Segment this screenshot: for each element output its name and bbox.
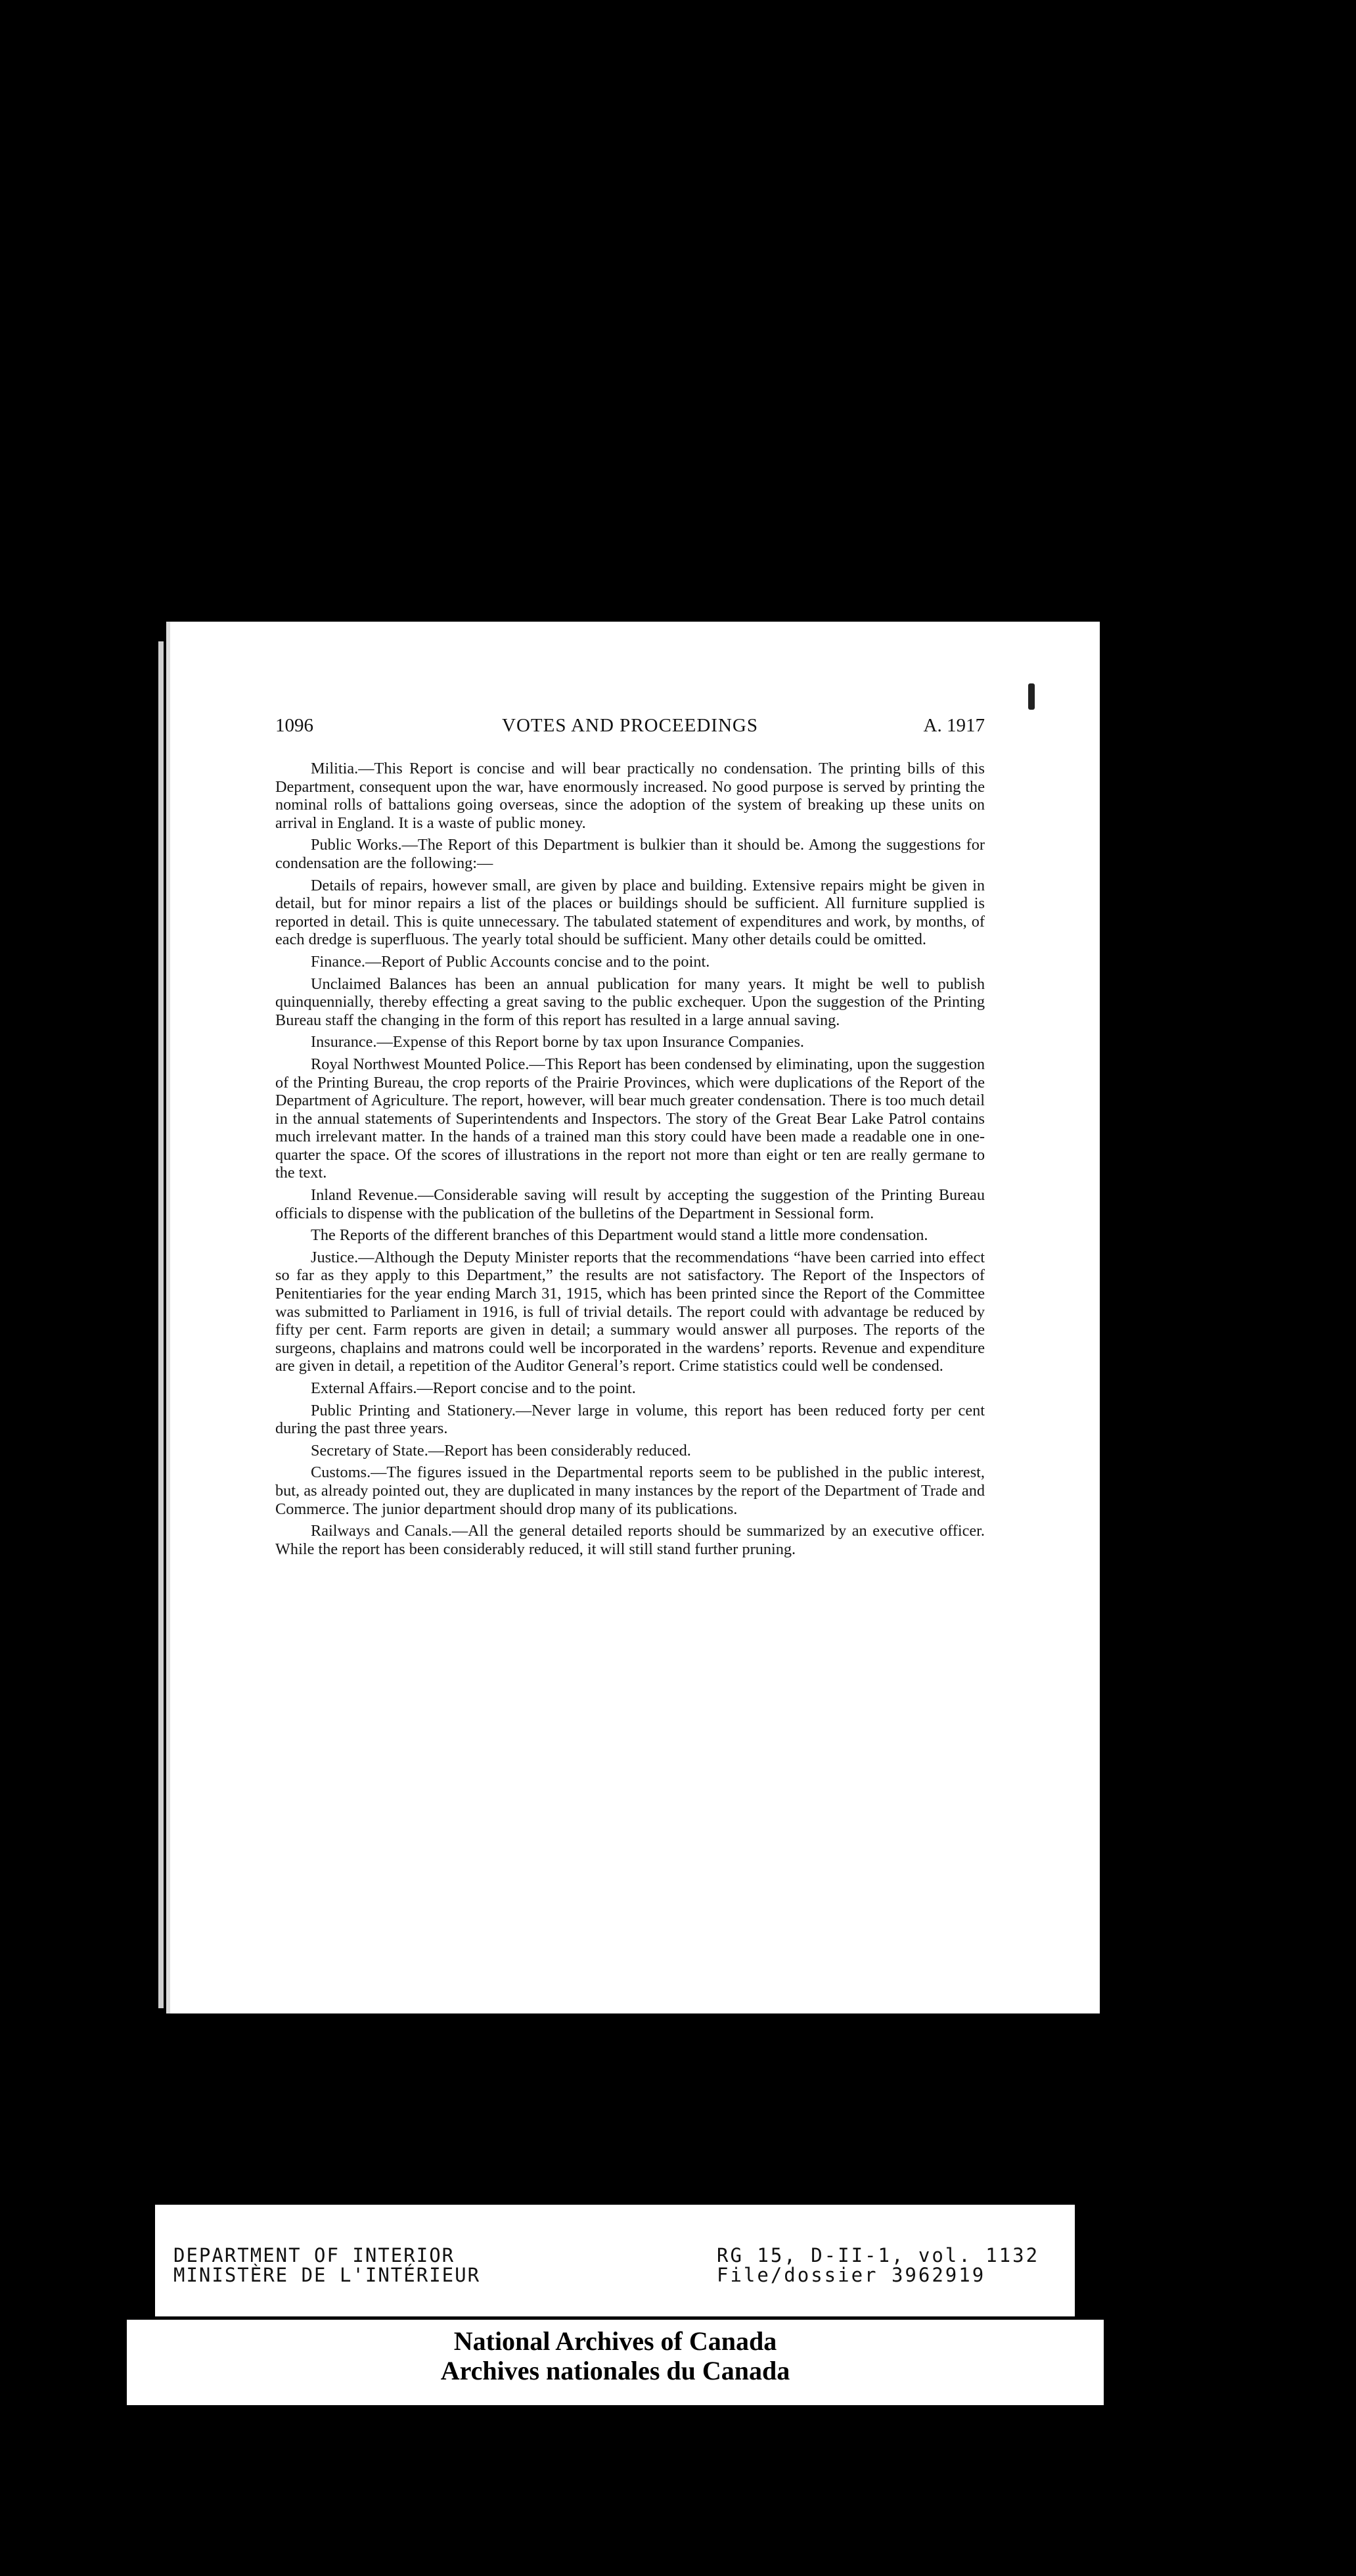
department-name-en: DEPARTMENT OF INTERIOR	[173, 2244, 455, 2266]
file-number: File/dossier 3962919	[717, 2264, 986, 2286]
paragraph-justice: Justice.—Although the Deputy Minister reports that the recommendations “have been carried into effect so far as they apply to this Department,” the results are not satisfactory. The Report of the Inspectors of Penitentiaries for the year ending March 31, 1915, which has been printed since the Report of the Committee was submitted to Parliament in 1916, is full of trivial details. The report could with advantage be reduced by fifty per cent. Farm reports are given in detail; a summary would answer all purposes. The reports of the surgeons, chaplains and matrons could well be incorporated in the wardens’ reports. Revenue and expenditure are given in detail, a repetition of the Auditor General’s report. Crime statistics could well be condensed.	[275, 1248, 985, 1375]
paragraph-finance: Finance.—Report of Public Accounts concise and to the point.	[311, 952, 710, 971]
body-text	[275, 760, 985, 1562]
paragraph-inland-revenue: Inland Revenue.—Considerable saving will result by accepting the suggestion of the Printing Bureau officials to dispense with the publication of the bulletins of the Department in Sessional form.	[275, 1186, 985, 1222]
paragraph-secretary-of-state: Secretary of State.—Report has been considerably reduced.	[311, 1441, 691, 1460]
archive-reference-label	[155, 2205, 1075, 2316]
paragraph-rnwmp: Royal Northwest Mounted Police.—This Report has been condensed by eliminating, upon the suggestion of the Printing Bureau, the crop reports of the Prairie Provinces, which were duplications of the Report of the Department of Agriculture. The report, however, will bear much greater condensation. There is too much detail in the annual statements of Superintendents and Inspectors. The story of the Great Bear Lake Patrol contains much irrelevant matter. In the hands of a trained man this story could have been made a readable one in one-quarter the space. Of the scores of illustrations in the report not more than eight or ten are really germane to the text.	[275, 1055, 985, 1182]
scan-mark	[1028, 683, 1035, 710]
running-title: VOTES AND PROCEEDINGS	[502, 715, 758, 736]
paragraph-public-works: Public Works.—The Report of this Department is bulkier than it should be. Among the suggestions for condensation are the following:—	[275, 836, 985, 872]
paragraph-militia: Militia.—This Report is concise and will bear practically no condensation. The printing bills of this Department, consequent upon the war, have enormously increased. No good purpose is served by printing the nominal rolls of battalions going overseas, since the adoption of the system of breaking up these units on arrival in England. It is a waste of public money.	[275, 760, 985, 832]
department-name-fr: MINISTÈRE DE L'INTÉRIEUR	[173, 2264, 481, 2286]
archives-name-en: National Archives of Canada	[453, 2326, 777, 2356]
paragraph-insurance: Insurance.—Expense of this Report borne by tax upon Insurance Companies.	[311, 1033, 804, 1051]
archives-banner	[127, 2320, 1104, 2405]
paragraph-public-printing: Public Printing and Stationery.—Never large in volume, this report has been reduced forty per cent during the past three years.	[275, 1401, 985, 1438]
session-year: A. 1917	[923, 715, 985, 736]
page-header	[275, 715, 985, 741]
department-names	[173, 2245, 480, 2285]
document-page	[166, 622, 1100, 2013]
paragraph-customs: Customs.—The figures issued in the Departmental reports seem to be published in the public interest, but, as already pointed out, they are duplicated in many instances by the report of the Department of Trade and Commerce. The junior department should drop many of its publications.	[275, 1463, 985, 1518]
archive-reference	[717, 2245, 1039, 2285]
record-group: RG 15, D-II-1, vol. 1132	[717, 2244, 1040, 2266]
paragraph-railways-canals: Railways and Canals.—All the general detailed reports should be summarized by an executive officer. While the report has been considerably reduced, it will still stand further pruning.	[275, 1522, 985, 1558]
page-number: 1096	[275, 715, 313, 736]
archives-name-fr: Archives nationales du Canada	[440, 2356, 790, 2385]
paragraph-external-affairs: External Affairs.—Report concise and to the point.	[311, 1379, 636, 1397]
paragraph-unclaimed-balances: Unclaimed Balances has been an annual publication for many years. It might be well to publish quinquennially, thereby effecting a great saving to the public exchequer. Upon the suggestion of the Printing Bureau staff the changing in the form of this report has resulted in a large annual saving.	[275, 975, 985, 1029]
page-edge-shadow	[158, 641, 164, 2008]
paragraph-branches: The Reports of the different branches of this Department would stand a little more condensation.	[311, 1226, 928, 1245]
paragraph-repairs: Details of repairs, however small, are given by place and building. Extensive repairs might be given in detail, but for minor repairs a list of the places or buildings should be sufficient. All furniture supplied is reported in detail. This is quite unnecessary. The tabulated statement of expenditures and work, by months, of each dredge is superfluous. The yearly total should be sufficient. Many other details could be omitted.	[275, 876, 985, 949]
